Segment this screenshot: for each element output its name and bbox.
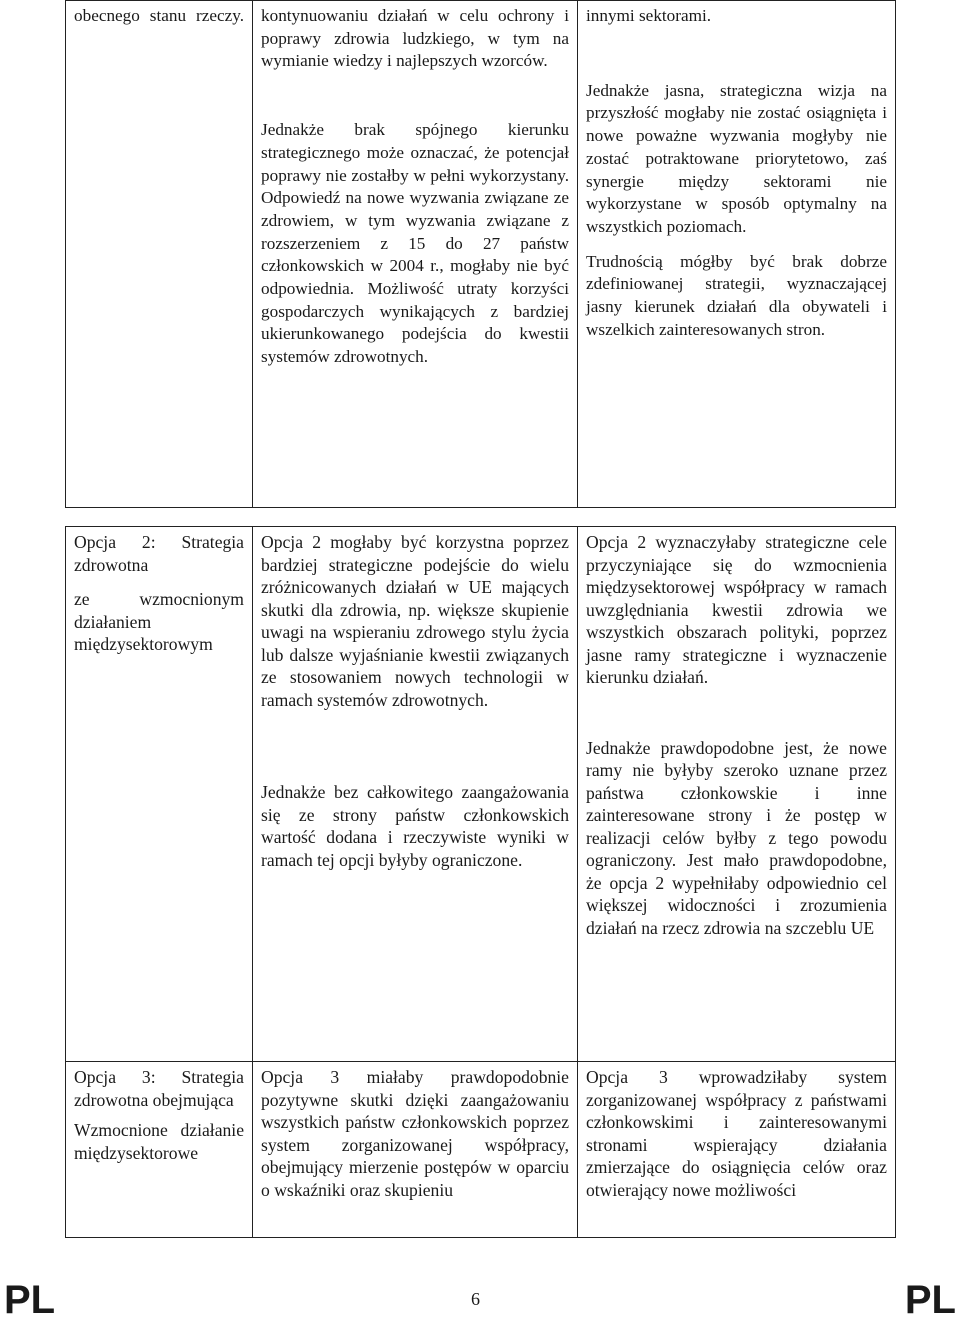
row3-col1-cell [66,1062,253,1238]
language-mark-right: PL [904,1278,956,1320]
row1-col2-para-1: kontynuowaniu działań w celu ochrony i poprawy zdrowia ludzkiego, w tym na wymianie wiedzy i najlepszych wzorców. [261,6,569,71]
row2-col2-cell [253,527,578,1062]
row2-col3-para-2: Jednakże prawdopodobne jest, że nowe ramy nie byłyby szeroko uznane przez państwa członkowskie i inne zainteresowane strony i że postęp w realizacji celów byłby z tego powodu ograniczony. Jest mało prawdopodobne, że opcja 2 wypełniłaby odpowiednio cel większej widoczności i zrozumienia działań na rzecz zdrowia na szczeblu UE [586,737,887,938]
row2-col3-para-1: Opcja 2 wyznaczyłaby strategiczne cele przyczyniające się do wzmocnienia międzysektorowej współpracy w ramach uwzględniania kwestii zdrowia we wszystkich obszarach polityki, poprzez jasne ramy strategiczne i wyznaczenie kierunku działań. [586,532,887,687]
table-row [66,1,896,508]
table-top [65,0,896,508]
row2-col2-para-1: Opcja 2 mogłaby być korzystna poprzez bardziej strategiczne podejście do wielu zróżnicowanych działań w UE mających skutki dla zdrowia, np. większe skupienie uwagi na wspieraniu zdrowego stylu życia lub dalsze wyjaśnianie kwestii związanych ze stosowaniem nowych technologii w ramach systemów zdrowotnych. [261,532,569,710]
table-options [65,526,896,1238]
row1-col1-text: obecnego stanu rzeczy. [74,6,244,25]
option-3-title: Opcja 3: Strategia zdrowotna obejmująca [74,1067,244,1110]
row1-col3-para-3: Trudnością mógłby być brak dobrze zdefiniowanej strategii, wyznaczającej jasny kierunek działań dla obywateli i wszelkich zainteresowanych stron. [586,251,887,339]
row3-col2-cell [253,1062,578,1238]
row3-col2-text: Opcja 3 miałaby prawdopodobnie pozytywne skutki dzięki zaangażowaniu wszystkich państw członkowskich poprzez system zorganizowanej współpracy, obejmujący mierzenie postępów w oparciu o wskaźniki oraz skupieniu [261,1067,569,1200]
row1-col1-cell [66,1,253,508]
table-row [66,527,896,1062]
row2-col1-cell [66,527,253,1062]
page-number: 6 [471,1289,480,1309]
row1-col3-para-1: innymi sektorami. [586,6,712,25]
row1-col2-para-2: Jednakże brak spójnego kierunku strategicznego może oznaczać, że potencjał poprawy nie zostałby w pełni wykorzystany. Odpowiedź na nowe wyzwania związane ze zdrowiem, w tym wyzwania związane z rozszerzeniem z 15 do 27 państw członkowskich w 2004 r., mogłaby nie być odpowiednia. Możliwość utraty korzyści gospodarczych wynikających z bardziej ukierunkowanego podejścia do kwestii systemów zdrowotnych. [261,120,569,367]
row1-col2-cell [253,1,578,508]
row2-col3-cell [578,527,896,1062]
page-footer [0,1272,960,1320]
row3-col3-text: Opcja 3 wprowadziłaby system zorganizowanej współpracy z państwami członkowskimi i zainteresowanymi stronami wspierający działania zmierzające do osiągnięcia celów oraz otwierający nowe możliwości [586,1067,887,1200]
option-2-subtitle: ze wzmocnionym działaniem międzysektorowym [74,589,244,654]
row3-col3-cell [578,1062,896,1238]
row1-col3-para-2: Jednakże jasna, strategiczna wizja na przyszłość mogłaby nie zostać osiągnięta i nowe poważne wyzwania mogłyby nie zostać potraktowane priorytetowo, zaś synergie między sektorami nie wykorzystane w sposób optymalny na wszystkich poziomach. [586,80,887,236]
row2-col2-para-2: Jednakże bez całkowitego zaangażowania się ze strony państw członkowskich wartość dodana i rzeczywiste wyniki w ramach tej opcji byłyby ograniczone. [261,782,569,870]
option-3-subtitle: Wzmocnione działanie międzysektorowe [74,1120,244,1163]
row1-col3-cell [578,1,896,508]
table-row [66,1062,896,1238]
option-2-title: Opcja 2: Strategia zdrowotna [74,532,244,575]
language-mark-left: PL [4,1278,56,1320]
